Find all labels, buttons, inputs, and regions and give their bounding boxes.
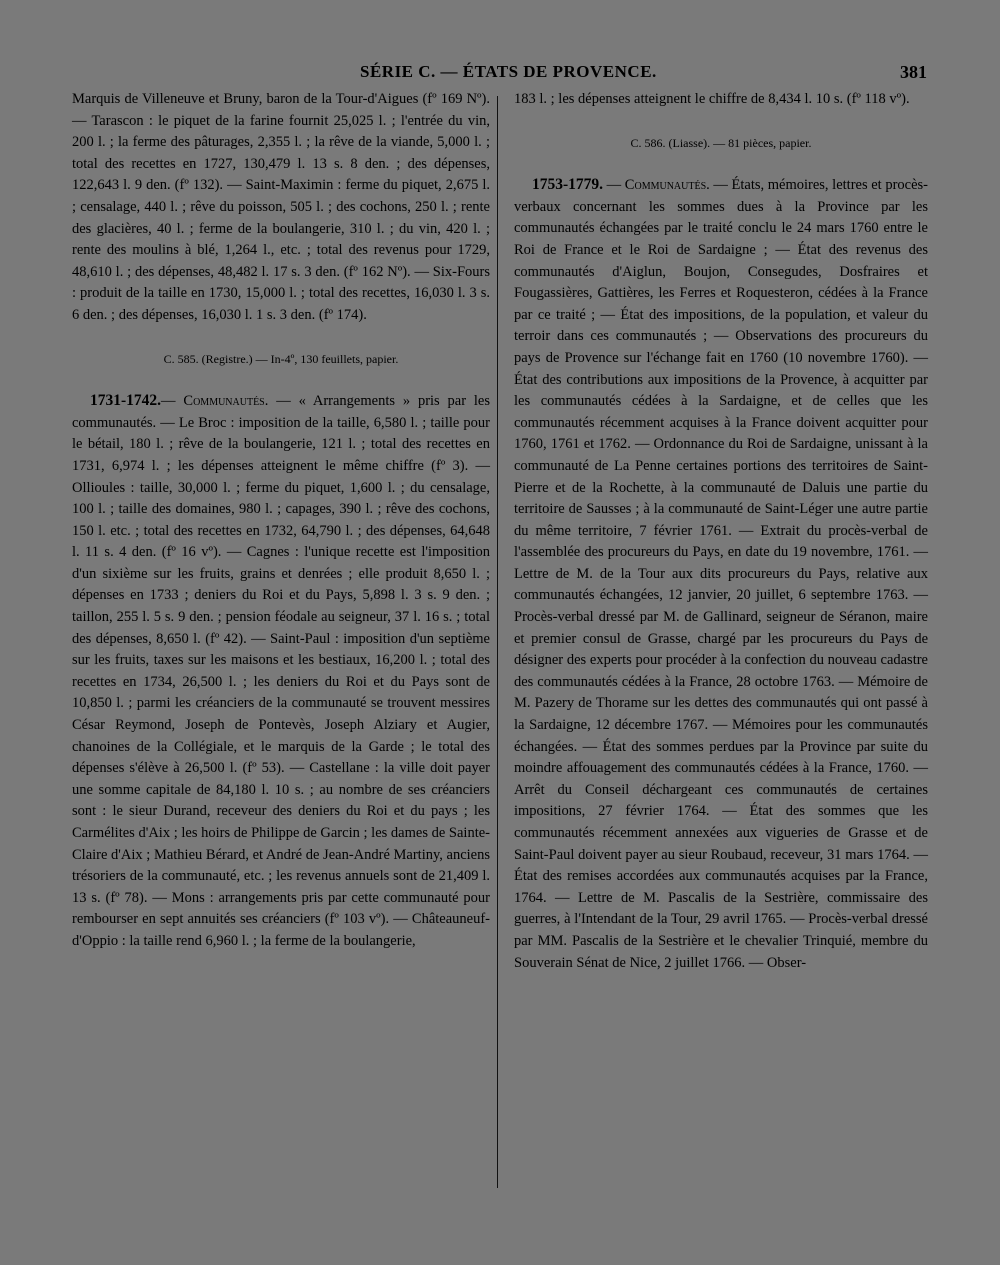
continued-paragraph: Marquis de Villeneuve et Bruny, baron de la Tour-d'Aigues (fº 169 Nº). — Tarascon : le piquet de la farine fournit 25,025 l. ; l'entrée du vin, 200 l. ; la ferme des pâturages, 2,355 l. ; la rêve de la viande, 5,000 l. ; total des recettes en 1727, 130,479 l. 13 s. 8 den. ; des dépenses, 122,643 l. 9 den. (fº 132). — Saint-Maximin : ferme du piquet, 2,675 l. ; censalage, 440 l. ; rêve du poisson, 505 l. ; des cochons, 250 l. ; rente des glacières, 40 l. ; ferme de la boulangerie, 310 l. ; du vin, 420 l. ; rente des moulins à blé, 1,264 l., etc. ; total des revenus pour 1729, 48,610 l. ; des dépenses, 48,482 l. 17 s. 3 den. (fº 162 Nº). — Six-Fours : produit de la taille en 1730, 15,000 l. ; total des recettes, 16,030 l. 3 s. 6 den. ; des dépenses, 16,030 l. 1 s. 3 den. (fº 174). <box>72 91 490 323</box>
right-column <box>514 89 928 974</box>
page-number: 381 <box>900 62 927 82</box>
entry-heading: Communautés. <box>624 177 710 194</box>
column-rule <box>497 96 498 1188</box>
entry-text: — États, mémoires, lettres et procès-verbaux concernant les sommes dues à la Province par les communautés échangées par le traité conclu le 24 mars 1760 entre le Roi de France et le Roi de Sardaigne ; — État des revenus des communautés d'Aiglun, Boujon, Consegudes, Dosfraires et Fougassières, Gattières, les Ferres et Roquesteron, cédées à la France par ce traité ; — État des impositions, de la population, et valeur du terroir dans ces communautés ; — Observations des procureurs du pays de Provence sur l'échange fait en 1760 (10 novembre 1760). — État des contributions aux impositions de la Provence, à acquitter par les communautés cédées à la Sardaigne, et de celles que les communautés récemment acquises à la France doivent acquitter pour 1760, 1761 et 1762. — Ordonnance du Roi de Sardaigne, unissant à la communauté de La Penne certaines portions des territoires de Saint-Pierre et de la Rochette, à la communauté de Daluis une partie du territoire de Sausses ; à la communauté de Saint-Léger une autre partie du même territoire, 7 février 1761. — Extrait du procès-verbal de l'assemblée des procureurs du Pays, en date du 19 novembre, 1761. — Lettre de M. de la Tour aux dits procureurs du Pays, relative aux communautés échangées, 12 janvier, 20 juillet, 6 septembre 1763. — Procès-verbal dressé par M. de Gallinard, seigneur de Séranon, maire et premier consul de Grasse, chargé par les procureurs du Pays de désigner des experts pour procéder à la confection du nouveau cadastre des communautés cédées à la France, 28 octobre 1763. — Mémoire de M. Pazery de Thorame sur les dettes des communautés qui ont passé à la Sardaigne, 12 décembre 1767. — Mémoires pour les communautés échangées. — État des sommes perdues par la Province par suite du moindre affouagement des communautés cédées à la France, 1760. — Arrêt du Conseil déchargeant ces communautés de certaines impositions, 27 février 1764. — État des sommes que les communautés récemment annexées aux vigueries de Grasse et de Saint-Paul doivent payer au sieur Roubaud, receveur, 31 mars 1764. — État des remises accordées aux communautés acquises par la France, 1764. — Lettre de M. Pascalis de la Sestrière, commissaire des guerres, à l'Intendant de la Tour, 29 avril 1765. — Procès-verbal dressé par MM. Pascalis de la Sestrière et le chevalier Trinquié, membre du Souverain Sénat de Nice, 2 juillet 1766. — Obser- <box>514 177 929 971</box>
entry-heading: Communautés. <box>183 393 269 410</box>
entry-years: 1753-1779. <box>532 176 604 194</box>
entry-dash: — <box>603 177 625 194</box>
entry-dash: — <box>161 393 184 410</box>
continued-paragraph: 183 l. ; les dépenses atteignent le chiffre de 8,434 l. 10 s. (fº 118 vº). <box>514 91 910 107</box>
archive-reference: C. 586. (Liasse). — 81 pièces, papier. <box>630 135 812 150</box>
entry-text: — « Arrangements » pris par les communautés. — Le Broc : imposition de la taille, 6,580 l. ; taille pour le bétail, 180 l. ; rêve de la boulangerie, 121 l. ; total des recettes en 1731, 6,974 l. ; les dépenses atteignent le même chiffre (fº 3). — Ollioules : taille, 30,000 l. ; ferme du piquet, 1,600 l. ; du censalage, 100 l. ; taille des domaines, 980 l. ; capages, 390 l. ; rêve des cochons, 150 l. etc. ; total des recettes en 1732, 64,790 l. ; des dépenses, 64,648 l. 11 s. 4 den. (fº 16 vº). — Cagnes : l'unique recette est l'imposition d'un sixième sur les fruits, grains et denrées ; elle produit 8,650 l. ; dépenses en 1733 ; deniers du Roi et du Pays, 5,898 l. 3 s. 9 den. ; taillon, 255 l. 5 s. 9 den. ; pension féodale au seigneur, 37 l. 16 s. ; total des dépenses, 8,650 l. (fº 42). — Saint-Paul : imposition d'un septième sur les fruits, taxes sur les maisons et les bestiaux, 16,200 l. ; total des recettes en 1734, 26,500 l. ; les deniers du Roi et du Pays sont de 10,850 l. ; parmi les créanciers de la communauté se trouvent messires César Reymond, Joseph de Pontevès, Joseph Alziary et Augier, chanoines de la Collégiale, et le marquis de la Garde ; le total des dépenses s'élève à 26,500 l. (fº 53). — Castellane : la ville doit payer une somme capitale de 84,180 l. 10 s. ; au nombre de ses créanciers sont : le sieur Durand, receveur des deniers du Roi et du pays ; les Carmélites d'Aix ; les hoirs de Philippe de Garcin ; les dames de Sainte-Claire d'Aix ; Mathieu Bérard, et André de Jean-André Martiny, anciens trésoriers de la communauté, etc. ; les revenus annuels sont de 21,409 l. 13 s. (fº 78). — Mons : arrangements pris par cette communauté pour rembourser en sept annuités ses créanciers (fº 103 vº). — Châteauneuf-d'Oppio : la taille rend 6,960 l. ; la ferme de la boulangerie, <box>72 393 491 949</box>
entry-years: 1731-1742. <box>90 392 162 410</box>
archive-reference: C. 585. (Registre.) — In-4º, 130 feuillets, papier. <box>163 351 399 366</box>
left-column <box>72 89 490 953</box>
running-head <box>0 62 1000 88</box>
entry-paragraph <box>514 174 928 974</box>
running-title: SÉRIE C. — ÉTATS DE PROVENCE. <box>360 62 657 81</box>
entry-paragraph <box>72 390 490 952</box>
